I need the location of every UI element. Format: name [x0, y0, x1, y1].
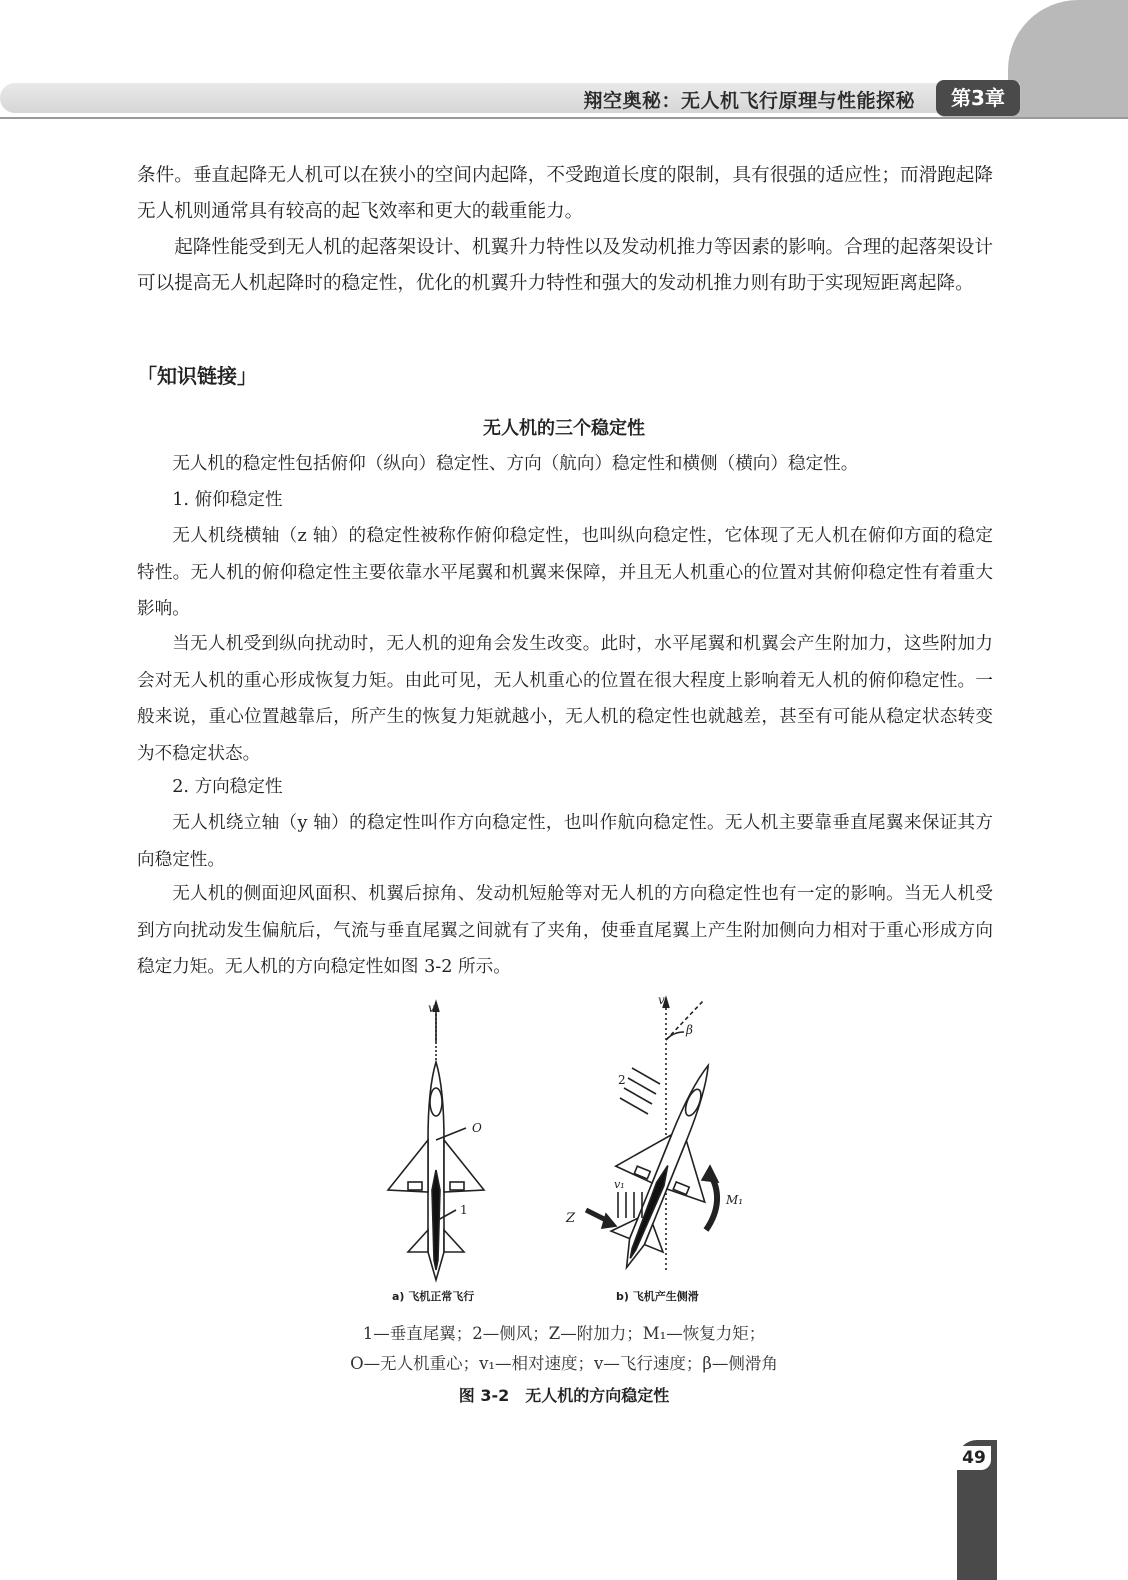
knowledge-paragraph-3: 无人机绕立轴（y 轴）的稳定性叫作方向稳定性，也叫作航向稳定性。无人机主要靠垂直尾翼来保证其方向稳定性。	[137, 813, 993, 870]
figure-title: 图 3-2 无人机的方向稳定性	[458, 1386, 670, 1405]
running-title: 翔空奥秘：无人机飞行原理与性能探秘	[583, 90, 915, 112]
page-number: 49	[957, 1446, 991, 1470]
label-relative-velocity: v₁	[614, 1178, 625, 1191]
label-v-right: v	[658, 993, 665, 1007]
knowledge-paragraph-1: 无人机绕横轴（z 轴）的稳定性被称作俯仰稳定性，也叫纵向稳定性，它体现了无人机在俯仰方面的稳定特性。无人机的俯仰稳定性主要依靠水平尾翼和机翼来保障，并且无人机重心的位置对其俯仰稳定性有着重大影响。	[137, 526, 993, 619]
label-crosswind: 2	[618, 1073, 626, 1087]
knowledge-intro: 无人机的稳定性包括俯仰（纵向）稳定性、方向（航向）稳定性和横侧（横向）稳定性。	[172, 454, 859, 474]
figure-legend-line-2: O—无人机重心；v₁—相对速度；v—飞行速度；β—侧滑角	[350, 1354, 778, 1373]
knowledge-title: 无人机的三个稳定性	[483, 418, 645, 439]
label-v-left: v	[428, 1001, 435, 1015]
section-label: 「知识链接」	[137, 364, 257, 388]
heading-directional-stability: 2. 方向稳定性	[172, 777, 283, 797]
label-vertical-tail: 1	[460, 1203, 468, 1217]
header-tab-decoration	[1008, 0, 1128, 118]
label-center-of-gravity: O	[472, 1121, 482, 1135]
chapter-badge: 第3章	[936, 80, 1020, 116]
knowledge-paragraph-2: 当无人机受到纵向扰动时，无人机的迎角会发生改变。此时，水平尾翼和机翼会产生附加力，这些附加力会对无人机的重心形成恢复力矩。由此可见，无人机重心的位置在很大程度上影响着无人机的俯仰稳定性。一般来说，重心位置越靠后，所产生的恢复力矩就越小，无人机的稳定性也就越差，甚至有可能从稳定状态转变为不稳定状态。	[137, 634, 993, 764]
label-additional-force: Z	[566, 1211, 576, 1226]
header-rule	[0, 117, 1128, 119]
heading-pitch-stability: 1. 俯仰稳定性	[172, 490, 283, 510]
figure-directional-stability	[370, 990, 770, 1310]
subfigure-a-label: a) 飞机正常飞行	[392, 1290, 475, 1303]
body-paragraph-2: 起降性能受到无人机的起落架设计、机翼升力特性以及发动机推力等因素的影响。合理的起落架设计可以提高无人机起降时的稳定性，优化的机翼升力特性和强大的发动机推力则有助于实现短距离起降。	[137, 237, 993, 294]
figure-legend-line-1: 1—垂直尾翼；2—侧风；Z—附加力；M₁—恢复力矩；	[362, 1324, 766, 1343]
aircraft-sideslip	[582, 998, 753, 1286]
label-restoring-moment: M₁	[726, 1193, 744, 1207]
body-paragraph-1: 条件。垂直起降无人机可以在狭小的空间内起降，不受跑道长度的限制，具有很强的适应性；而滑跑起降无人机则通常具有较高的起飞效率和更大的载重能力。	[137, 165, 993, 222]
subfigure-b-label: b) 飞机产生侧滑	[616, 1290, 699, 1303]
knowledge-paragraph-4: 无人机的侧面迎风面积、机翼后掠角、发动机短舱等对无人机的方向稳定性也有一定的影响。当无人机受到方向扰动发生偏航后，气流与垂直尾翼之间就有了夹角，使垂直尾翼上产生附加侧向力相对于重心形成方向稳定力矩。无人机的方向稳定性如图 3-2 所示。	[137, 884, 993, 977]
aircraft-normal-flight	[388, 1002, 484, 1280]
label-sideslip-angle: β	[686, 1023, 693, 1037]
